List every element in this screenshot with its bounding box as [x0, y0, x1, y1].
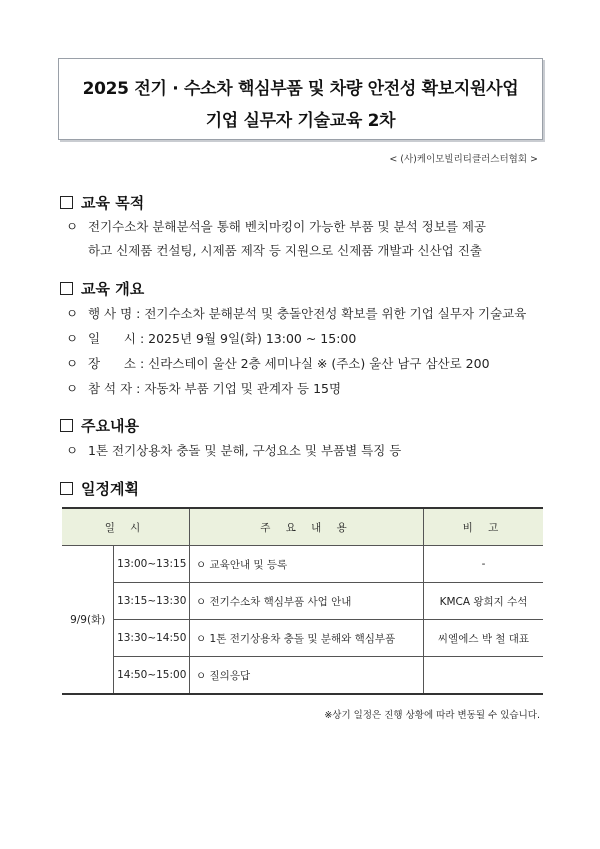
schedule-note: - — [423, 546, 543, 583]
purpose-line-2: 하고 신제품 컨설팅, 시제품 제작 등 지원으로 신제품 개발과 신산업 진출 — [88, 243, 482, 258]
header-note: 비 고 — [423, 508, 543, 546]
section-overview-heading: 교육 개요 — [60, 278, 144, 299]
organizer: < (사)케이모빌리티클러스터협회 > — [389, 154, 538, 165]
overview-item-venue: ㅇ 장 소 : 신라스테이 울산 2층 세미나실 ※ (주소) 울산 남구 삼산로 200 — [66, 356, 490, 371]
schedule-time: 13:00~13:15 — [114, 546, 190, 583]
purpose-line-1: ㅇ 전기수소차 분해분석을 통해 벤치마킹이 가능한 부품 및 분석 정보를 제공 — [66, 219, 487, 234]
table-row — [62, 657, 543, 695]
bullet-circle-icon: ㅇ — [66, 381, 79, 396]
main-content-item: ㅇ 1톤 전기상용차 충돌 및 분해, 구성요소 및 부품별 특징 등 — [66, 443, 402, 458]
table-row — [62, 620, 543, 657]
bullet-circle-icon: ㅇ — [66, 306, 79, 321]
header-content: 주 요 내 용 — [190, 508, 424, 546]
checkbox-square-icon — [60, 419, 73, 432]
schedule-note: KMCA 왕희지 수석 — [423, 583, 543, 620]
bullet-circle-icon: ㅇ — [66, 331, 79, 346]
title-box — [58, 58, 543, 140]
section-purpose-heading: 교육 목적 — [60, 192, 144, 213]
bullet-circle-icon: ㅇ — [66, 219, 79, 234]
schedule-time: 13:30~14:50 — [114, 620, 190, 657]
schedule-content: ㅇ 전기수소차 핵심부품 사업 안내 — [190, 583, 424, 620]
table-row — [62, 583, 543, 620]
bullet-circle-icon: ㅇ — [66, 443, 79, 458]
schedule-content: ㅇ 질의응답 — [190, 657, 424, 695]
checkbox-square-icon — [60, 482, 73, 495]
schedule-note: 씨엘에스 박 철 대표 — [423, 620, 543, 657]
bullet-circle-icon: ㅇ — [66, 356, 79, 371]
checkbox-square-icon — [60, 282, 73, 295]
schedule-footnote: ※상기 일정은 진행 상황에 따라 변동될 수 있습니다. — [324, 710, 540, 721]
schedule-content: ㅇ 교육안내 및 등록 — [190, 546, 424, 583]
document-title: 2025 전기 · 수소차 핵심부품 및 차량 안전성 확보지원사업 — [82, 79, 519, 99]
overview-item-attendees: ㅇ 참 석 자 : 자동차 부품 기업 및 관계자 등 15명 — [66, 381, 342, 396]
schedule-note — [423, 657, 543, 695]
checkbox-square-icon — [60, 196, 73, 209]
document-subtitle: 기업 실무자 기술교육 2차 — [205, 111, 396, 131]
section-main-content-heading: 주요내용 — [60, 415, 139, 436]
schedule-table — [62, 507, 543, 695]
overview-item-date: ㅇ 일 시 : 2025년 9월 9일(화) 13:00 ~ 15:00 — [66, 331, 357, 346]
schedule-content: ㅇ 1톤 전기상용차 충돌 및 분해와 핵심부품 — [190, 620, 424, 657]
schedule-time: 13:15~13:30 — [114, 583, 190, 620]
header-datetime: 일 시 — [62, 508, 190, 546]
schedule-time: 14:50~15:00 — [114, 657, 190, 695]
overview-item-event: ㅇ 행 사 명 : 전기수소차 분해분석 및 충돌안전성 확보를 위한 기업 실무자 기술교육 — [66, 306, 527, 321]
table-row — [62, 546, 543, 583]
section-schedule-heading: 일정계획 — [60, 478, 139, 499]
schedule-date: 9/9(화) — [62, 546, 114, 695]
schedule-header-row — [62, 508, 543, 546]
